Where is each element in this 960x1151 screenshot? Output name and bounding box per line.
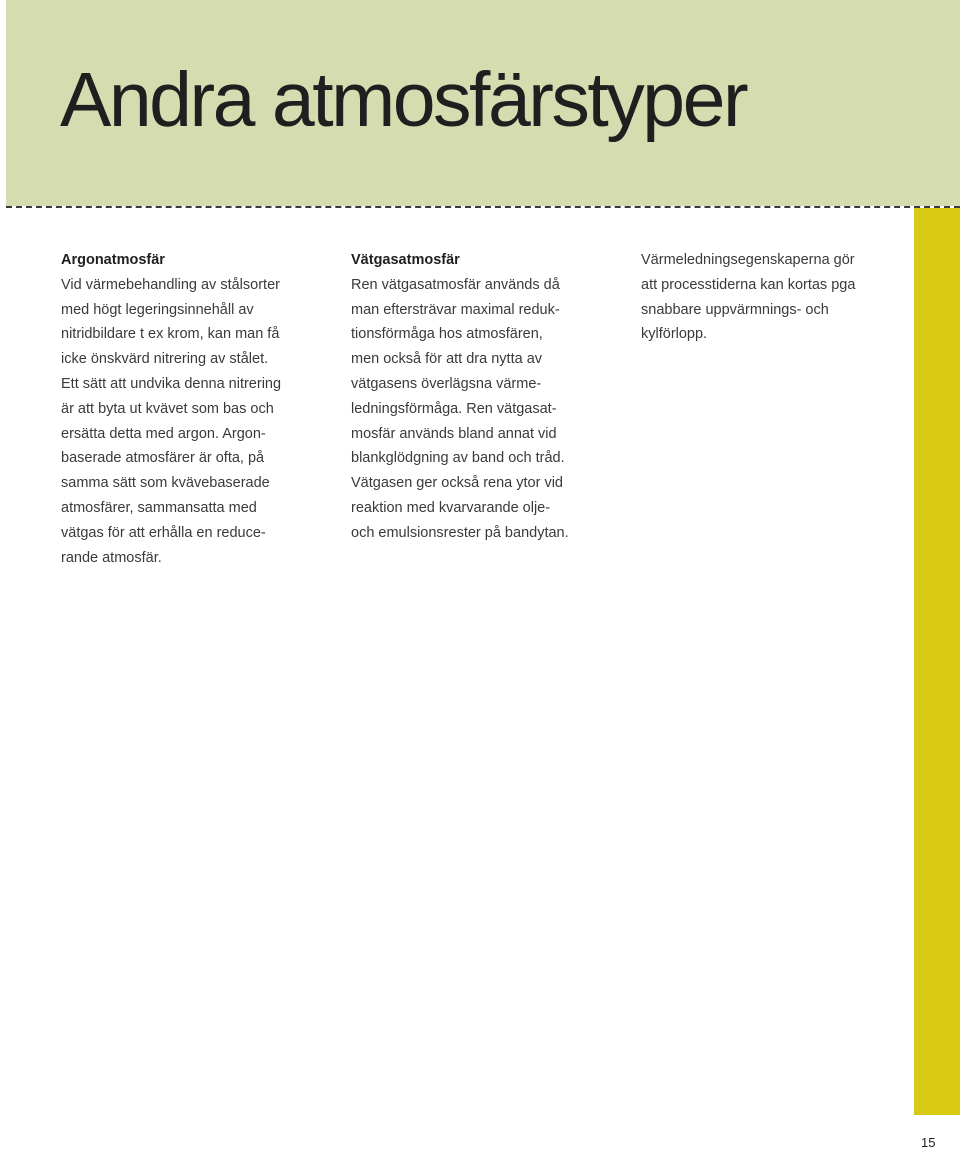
body-line: Ett sätt att undvika denna nitrering xyxy=(61,375,282,392)
body-line: nitridbildare t ex krom, kan man få xyxy=(61,326,280,343)
body-line: baserade atmosfärer är ofta, på xyxy=(61,450,265,467)
body-line: är att byta ut kvävet som bas och xyxy=(61,400,274,417)
page-title: Andra atmosfärstyper xyxy=(60,57,747,143)
body-line: rande atmosfär. xyxy=(61,549,162,566)
body-line: tionsförmåga hos atmosfären, xyxy=(351,326,543,343)
body-line: Värmeledningsegenskaperna gör xyxy=(641,252,855,268)
body-line: icke önskvärd nitrering av stålet. xyxy=(61,351,269,368)
dashed-divider xyxy=(6,206,960,208)
body-line: ledningsförmåga. Ren vätgasat- xyxy=(351,400,557,417)
body-line: atmosfärer, sammansatta med xyxy=(61,499,257,516)
body-line: samma sätt som kvävebaserade xyxy=(61,475,270,492)
body-line: Vätgasen ger också rena ytor vid xyxy=(351,475,563,492)
body-line: snabbare uppvärmnings- och xyxy=(641,301,829,318)
body-line: man eftersträvar maximal reduk- xyxy=(351,301,560,318)
body-line: men också för att dra nytta av xyxy=(351,351,543,368)
column-argonatmosfar xyxy=(61,248,311,570)
body-line: blankglödgning av band och tråd. xyxy=(351,450,565,467)
column-varmeledning xyxy=(641,248,891,347)
side-accent-bar xyxy=(914,208,960,1115)
page-number: 15 xyxy=(921,1135,936,1150)
body-line: mosfär används bland annat vid xyxy=(351,425,557,442)
body-line: kylförlopp. xyxy=(641,326,708,343)
column-vatgasatmosfar xyxy=(351,248,601,546)
body-line: ersätta detta med argon. Argon- xyxy=(61,425,266,442)
body-line: Ren vätgasatmosfär används då xyxy=(351,276,560,293)
body-line: Vid värmebehandling av stålsorter xyxy=(61,276,280,293)
section-heading-vatgasatmosfar: Vätgasatmosfär xyxy=(351,252,460,268)
body-line: att processtiderna kan kortas pga xyxy=(641,276,856,293)
body-line: vätgas för att erhålla en reduce- xyxy=(61,524,266,541)
body-line: reaktion med kvarvarande olje- xyxy=(351,499,551,516)
body-line: med högt legeringsinnehåll av xyxy=(61,301,254,318)
section-heading-argonatmosfar: Argonatmosfär xyxy=(61,252,165,268)
body-line: vätgasens överlägsna värme- xyxy=(351,375,542,392)
body-line: och emulsionsrester på bandytan. xyxy=(351,524,569,541)
